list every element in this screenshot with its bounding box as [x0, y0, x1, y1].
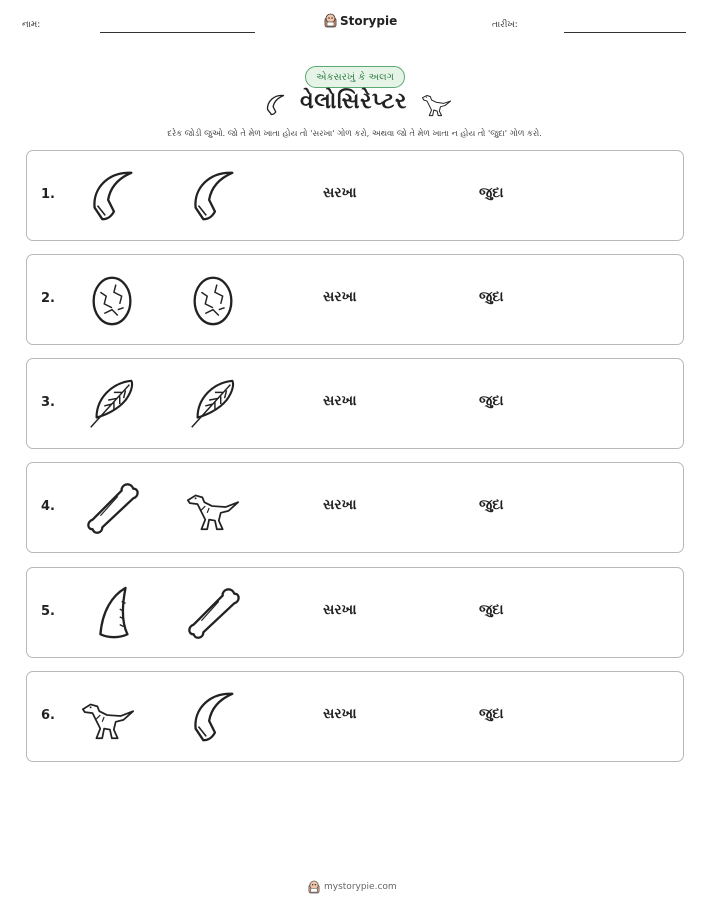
bone-icon — [83, 479, 141, 537]
same-option[interactable]: સરખા — [323, 706, 357, 722]
tooth-icon — [83, 584, 141, 642]
feather-icon — [184, 375, 242, 433]
storypie-mascot-icon — [324, 13, 337, 28]
velociraptor-icon — [79, 688, 137, 746]
claw-icon — [184, 167, 242, 225]
different-option[interactable]: જુદા — [479, 393, 504, 409]
question-number: 1. — [41, 187, 55, 202]
different-option[interactable]: જુદા — [479, 706, 504, 722]
same-option[interactable]: સરખા — [323, 497, 357, 513]
page-title: વેલોસિરેપ્ટર — [300, 89, 407, 114]
question-row-6 — [26, 671, 684, 762]
claw-icon — [261, 90, 287, 120]
bone-icon — [184, 584, 242, 642]
question-row-5 — [26, 567, 684, 658]
claw-icon — [184, 688, 242, 746]
worksheet-type-badge: એકસરખું કે અલગ — [305, 66, 405, 88]
footer — [308, 880, 397, 894]
brand-logo — [324, 13, 397, 28]
title-row — [0, 89, 709, 123]
question-row-3 — [26, 358, 684, 449]
instructions: દરેક જોડી જુઓ. જો તે મેળ ખાતા હોય તો 'સરખા' ગોળ કરો, અથવા જો તે મેળ ખાતા ન હોય તો 'જુદા' ગોળ કરો. — [167, 128, 542, 138]
claw-icon — [83, 167, 141, 225]
velociraptor-icon — [184, 479, 242, 537]
date-line[interactable] — [564, 32, 686, 33]
feather-icon — [83, 375, 141, 433]
egg-icon — [184, 271, 242, 329]
storypie-mascot-icon — [308, 880, 320, 894]
same-option[interactable]: સરખા — [323, 602, 357, 618]
question-row-2 — [26, 254, 684, 345]
question-number: 5. — [41, 604, 55, 619]
brand-name: Storypie — [340, 13, 398, 28]
question-row-1 — [26, 150, 684, 241]
question-number: 3. — [41, 395, 55, 410]
name-label: નામ: — [22, 20, 41, 30]
date-label: તારીખ: — [492, 20, 518, 30]
egg-icon — [83, 271, 141, 329]
question-number: 6. — [41, 708, 55, 723]
name-line[interactable] — [100, 32, 255, 33]
same-option[interactable]: સરખા — [323, 289, 357, 305]
different-option[interactable]: જુદા — [479, 185, 504, 201]
different-option[interactable]: જુદા — [479, 497, 504, 513]
same-option[interactable]: સરખા — [323, 393, 357, 409]
different-option[interactable]: જુદા — [479, 602, 504, 618]
different-option[interactable]: જુદા — [479, 289, 504, 305]
question-number: 2. — [41, 291, 55, 306]
question-row-4 — [26, 462, 684, 553]
same-option[interactable]: સરખા — [323, 185, 357, 201]
velociraptor-icon — [418, 91, 454, 119]
question-number: 4. — [41, 499, 55, 514]
footer-url[interactable]: mystorypie.com — [324, 882, 397, 892]
